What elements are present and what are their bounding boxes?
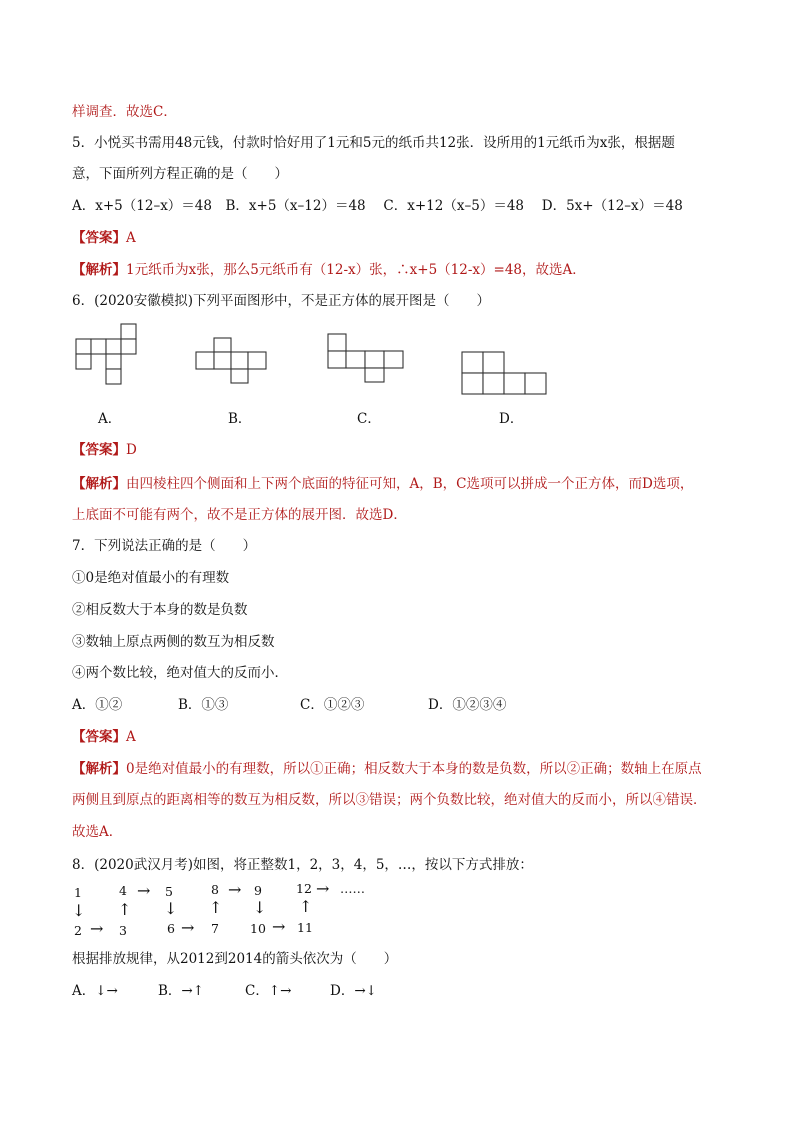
q6-analysis-line1 — [72, 474, 693, 494]
seq-ellipsis: …… — [340, 881, 365, 896]
net-square — [248, 352, 266, 369]
q5-options: A．x+5（12–x）＝48 B．x+5（x–12）＝48 C．x+12（x–5）＝48 D．5x+（12–x）＝48 — [72, 198, 683, 214]
seq-number-3: 3 — [119, 923, 127, 938]
seq-number-12: 12 — [296, 881, 312, 896]
net-square — [384, 351, 403, 368]
cube-net-d — [462, 352, 548, 398]
seq-number-10: 10 — [250, 921, 266, 936]
seq-number-2: 2 — [74, 923, 82, 938]
analysis-text: 0是绝对值最小的有理数，所以①正确；相反数大于本身的数是负数，所以②正确；数轴上在原点 — [126, 761, 702, 777]
caption-b: B． — [228, 411, 252, 427]
q7-statement-3: ③数轴上原点两侧的数互为相反数 — [72, 634, 275, 650]
net-square — [91, 339, 106, 354]
q5-answer — [72, 228, 136, 248]
arrow-up-icon: ↑ — [299, 897, 313, 916]
q5-stem-line1: 5．小悦买书需用48元钱，付款时恰好用了1元和5元的纸币共12张．设所用的1元纸币为x张，根据题 — [72, 135, 675, 151]
net-square — [462, 373, 483, 394]
answer-value: D — [126, 442, 137, 458]
net-square — [121, 324, 136, 339]
q8-option-b: B．→↑ — [158, 983, 205, 999]
net-square — [214, 352, 231, 369]
q7-analysis-line1 — [72, 759, 702, 779]
arrow-down-icon: ↓ — [72, 901, 86, 920]
q7-statement-2: ②相反数大于本身的数是负数 — [72, 602, 248, 618]
answer-value: A — [126, 230, 136, 246]
cube-net-a — [76, 324, 138, 396]
seq-number-9: 9 — [254, 883, 262, 898]
analysis-tag: 【解析】 — [72, 476, 126, 492]
answer-tag: 【答案】 — [72, 230, 126, 246]
net-square — [365, 351, 384, 368]
answer-tag: 【答案】 — [72, 442, 126, 458]
answer-value: A — [126, 729, 136, 745]
q6-stem: 6．(2020安徽模拟)下列平面图形中，不是正方体的展开图是（ ） — [72, 293, 490, 309]
q7-option-c: C．①②③ — [300, 697, 365, 713]
net-square — [121, 339, 136, 354]
analysis-text: 1元纸币为x张，那么5元纸币有（12-x）张，∴x+5（12-x）=48，故选A． — [126, 262, 586, 278]
net-square — [483, 352, 504, 373]
q8-stem: 8．(2020武汉月考)如图，将正整数1，2，3，4，5，…，按以下方式排放： — [72, 857, 533, 873]
seq-number-1: 1 — [74, 885, 82, 900]
net-square — [196, 352, 214, 369]
cube-net-b — [196, 338, 270, 382]
q7-analysis-line2: 两侧且到原点的距离相等的数互为相反数，所以③错误；两个负数比较，绝对值大的反而小，所以④错误． — [72, 792, 707, 808]
seq-number-7: 7 — [211, 921, 219, 936]
net-square — [525, 373, 546, 394]
analysis-tag: 【解析】 — [72, 262, 126, 278]
arrow-right-icon: → — [272, 917, 286, 936]
net-square — [106, 354, 121, 369]
q7-statement-4: ④两个数比较，绝对值大的反而小． — [72, 665, 288, 681]
net-square — [483, 373, 504, 394]
arrow-up-icon: ↑ — [118, 900, 132, 919]
q5-stem-line2: 意，下面所列方程正确的是（ ） — [72, 166, 288, 182]
arrow-right-icon: → — [181, 918, 195, 937]
previous-answer-tail: 样调查．故选C． — [72, 104, 177, 120]
q8-option-a: A．↓→ — [72, 983, 118, 999]
q7-option-a: A．①② — [72, 697, 123, 713]
cube-net-c — [328, 334, 406, 382]
seq-number-8: 8 — [211, 882, 219, 897]
net-square — [504, 373, 525, 394]
arrow-down-icon: ↓ — [253, 898, 267, 917]
q8-option-c: C．↑→ — [245, 983, 292, 999]
q8-option-d: D．→↓ — [330, 983, 377, 999]
seq-number-4: 4 — [119, 883, 127, 898]
q7-option-b: B．①③ — [178, 697, 229, 713]
caption-a: A． — [98, 411, 122, 427]
q5-analysis — [72, 260, 586, 280]
q6-analysis-line2: 上底面不可能有两个，故不是正方体的展开图．故选D． — [72, 507, 407, 523]
net-square — [231, 352, 248, 369]
q7-answer — [72, 727, 136, 747]
seq-number-5: 5 — [165, 884, 173, 899]
arrow-right-icon: → — [316, 879, 330, 898]
caption-c: C． — [357, 411, 381, 427]
net-square — [365, 368, 384, 382]
net-square — [231, 369, 248, 383]
net-square — [106, 369, 121, 384]
arrow-right-icon: → — [228, 880, 242, 899]
arrow-right-icon: → — [137, 881, 151, 900]
q7-option-d: D．①②③④ — [428, 697, 507, 713]
q7-statement-1: ①0是绝对值最小的有理数 — [72, 570, 230, 586]
net-square — [106, 339, 121, 354]
analysis-text: 由四棱柱四个侧面和上下两个底面的特征可知，A，B，C选项可以拼成一个正方体，而D选项， — [126, 476, 694, 492]
net-square — [328, 351, 346, 368]
q7-stem: 7．下列说法正确的是（ ） — [72, 538, 257, 554]
net-square — [346, 351, 365, 368]
seq-number-6: 6 — [167, 921, 175, 936]
net-square — [214, 338, 231, 352]
net-square — [76, 339, 91, 354]
arrow-down-icon: ↓ — [164, 899, 178, 918]
net-square — [328, 334, 346, 351]
arrow-right-icon: → — [90, 919, 104, 938]
analysis-tag: 【解析】 — [72, 761, 126, 777]
caption-d: D． — [499, 411, 524, 427]
net-square — [76, 354, 91, 369]
arrow-up-icon: ↑ — [209, 898, 223, 917]
q8-question: 根据排放规律，从2012到2014的箭头依次为（ ） — [72, 951, 398, 967]
q6-answer — [72, 440, 137, 460]
q7-analysis-line3: 故选A． — [72, 824, 123, 840]
answer-tag: 【答案】 — [72, 729, 126, 745]
seq-number-11: 11 — [297, 920, 313, 935]
net-square — [462, 352, 483, 373]
